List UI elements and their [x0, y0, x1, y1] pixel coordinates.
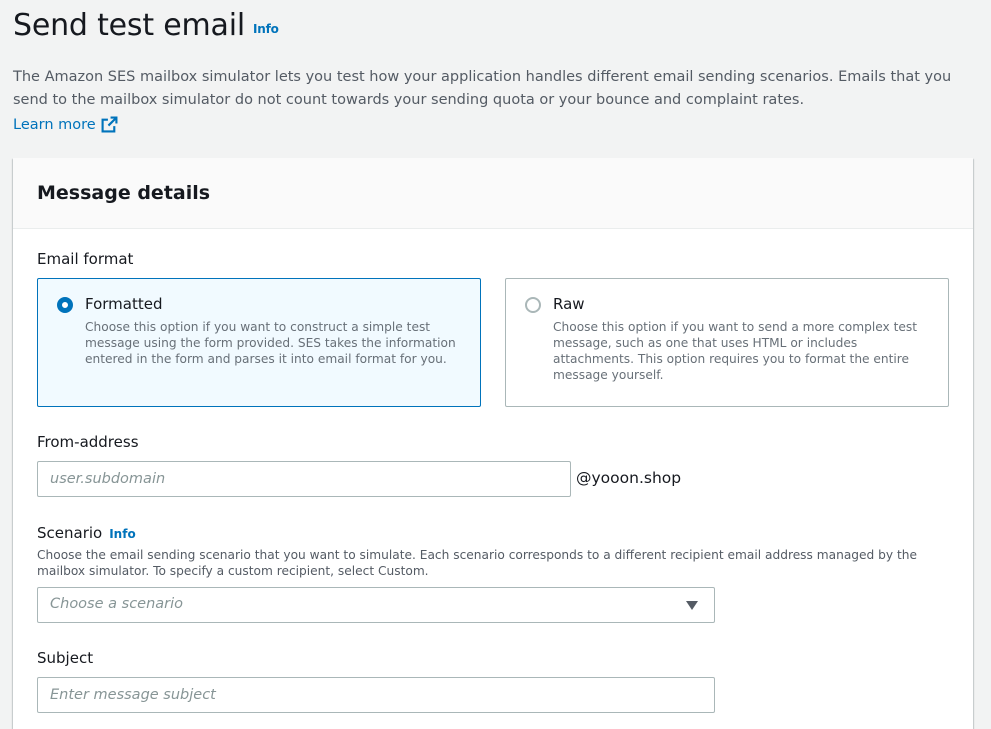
raw-title: Raw	[553, 295, 585, 313]
scenario-label-text: Scenario	[37, 524, 103, 542]
formatted-description: Choose this option if you want to construct a simple test message using the form provided. SES takes the information entered in the form and parses it into email format for you.	[85, 320, 456, 366]
raw-description: Choose this option if you want to send a more complex test message, such as one that uses HTML or includes attachments. This option requires you to format the entire message yourself.	[553, 320, 918, 382]
scenario-select[interactable]	[37, 587, 715, 623]
learn-more-link[interactable]	[13, 116, 118, 133]
scenario-description: Choose the email sending scenario that you want to simulate. Each scenario corresponds to a different recipient email address managed by the mailbox simulator. To specify a custom recipient, select Custom.	[37, 548, 917, 578]
subject-label: Subject	[37, 649, 94, 667]
scenario-select-placeholder: Choose a scenario	[50, 596, 184, 612]
title-info-link[interactable]: Info	[252, 22, 279, 36]
panel-title: Message details	[37, 182, 211, 204]
format-option-raw[interactable]	[505, 278, 949, 407]
learn-more-label: Learn more	[13, 116, 96, 133]
format-option-formatted[interactable]	[37, 278, 481, 407]
scenario-label	[37, 524, 136, 542]
page-title	[13, 8, 279, 43]
subject-input[interactable]	[37, 677, 715, 713]
radio-formatted[interactable]	[57, 297, 73, 313]
page-title-text: Send test email	[13, 8, 245, 43]
radio-raw[interactable]	[525, 297, 541, 313]
formatted-title: Formatted	[85, 295, 163, 313]
intro-description: The Amazon SES mailbox simulator lets you test how your application handles different email sending scenarios. Emails that you send to the mailbox simulator do not count towards your sending quota or your bounce and complaint rates.	[13, 69, 952, 108]
message-details-panel	[13, 158, 973, 729]
from-address-label: From-address	[37, 433, 139, 451]
from-address-input[interactable]	[37, 461, 571, 497]
external-link-icon	[101, 116, 118, 133]
from-domain-suffix: @yooon.shop	[576, 469, 682, 487]
email-format-label: Email format	[37, 250, 134, 268]
scenario-info-link[interactable]: Info	[109, 527, 136, 541]
caret-down-icon	[686, 601, 698, 610]
panel-header	[13, 158, 973, 229]
